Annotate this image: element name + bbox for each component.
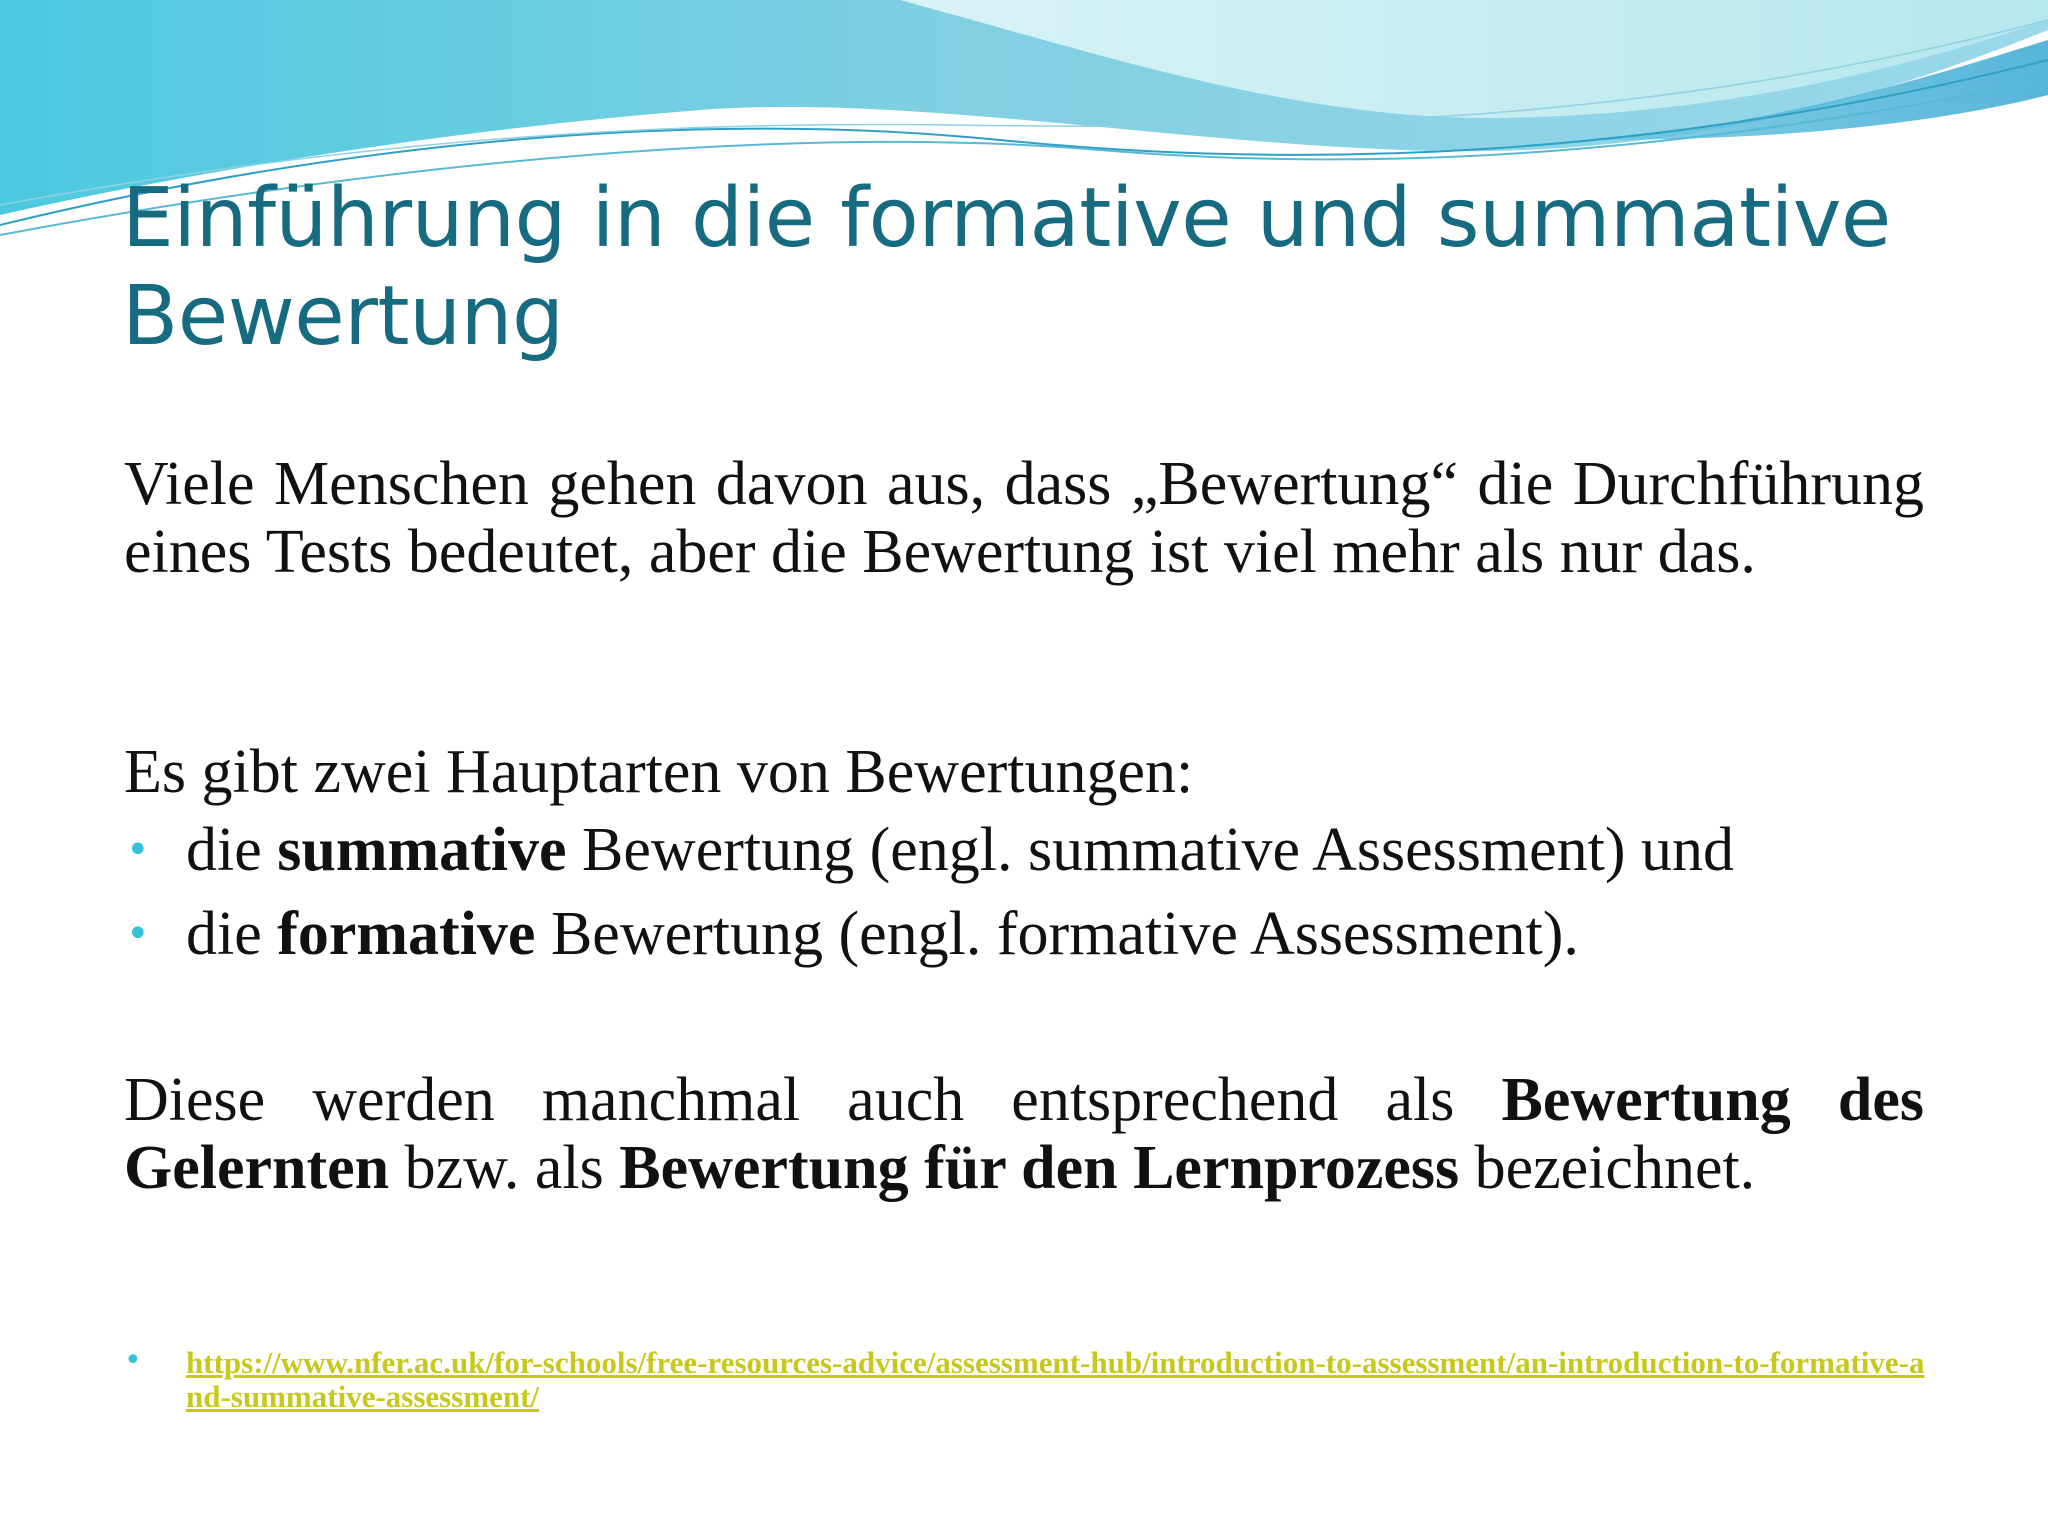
bullet-icon: • [124,1343,142,1378]
intro-paragraph: Viele Menschen gehen davon aus, dass „Bewertung“ die Durchführung eines Tests bedeutet, aber die Bewertung ist viel mehr als nur das. [124,450,1924,586]
bullet-icon: • [126,827,150,873]
source-link-row [124,1343,1925,1414]
list-item-text: die [186,900,278,968]
slide-title: Einführung in die formative und summative Bewertung [122,171,1891,364]
types-intro-paragraph: Es gibt zwei Hauptarten von Bewertungen: [124,738,1194,806]
list-item-bold: formative [277,900,536,968]
bullet-icon: • [126,911,150,957]
list-item-text: Bewertung (engl. summative Assessment) und [566,816,1735,884]
list-item-bold: summative [277,816,567,884]
list-item-formative [124,900,1924,984]
closing-text: bezeichnet. [1459,1134,1756,1202]
closing-bold-term: Bewertung für den Lernprozess [619,1134,1460,1202]
closing-bold-term: Bewertung des Gelernten [124,1066,1924,1202]
assessment-types-list [124,816,1924,984]
closing-text: bzw. als [389,1134,620,1202]
source-link[interactable]: https://www.nfer.ac.uk/for-schools/free-resources-advice/assessment-hub/introduction-to-assessment/an-introduction-to-formative-and-summative-assessment/ [186,1345,1925,1414]
list-item-text: die [186,816,278,884]
list-item-summative [124,816,1924,900]
list-item-text: Bewertung (engl. formative Assessment). [535,900,1579,968]
closing-text: Diese werden manchmal auch entsprechend als [124,1066,1502,1134]
closing-paragraph [124,1066,1924,1202]
